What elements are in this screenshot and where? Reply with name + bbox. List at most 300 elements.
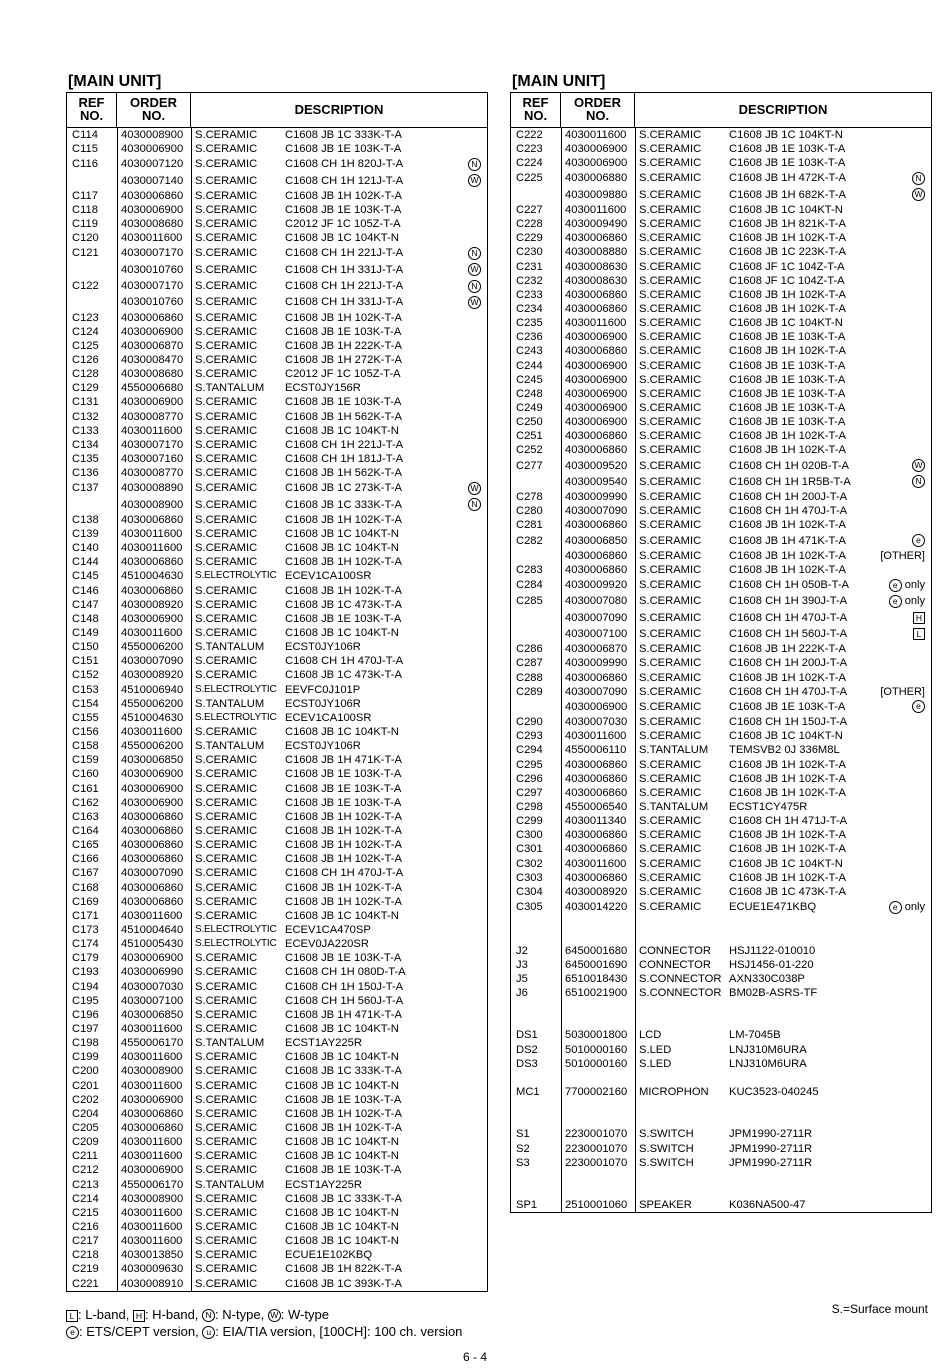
table-row (67, 262, 487, 278)
part-type: S.CERAMIC (195, 1277, 258, 1290)
ref-no: C122 (72, 280, 99, 293)
w-type-icon: W (912, 459, 925, 472)
part-type: S.CERAMIC (195, 1263, 258, 1276)
table-row (67, 1093, 487, 1107)
table-row (67, 739, 487, 753)
part-type: S.CERAMIC (639, 628, 702, 641)
version-note (417, 325, 487, 339)
ref-no: C146 (72, 584, 99, 597)
order-no: 4030006860 (565, 772, 628, 785)
part-type: S.CERAMIC (639, 519, 702, 532)
table-row (67, 1163, 487, 1177)
ref-no: C283 (516, 564, 543, 576)
table-row (67, 881, 487, 895)
part-number: C1608 JB 1C 104KT-N (285, 232, 399, 245)
order-no-header: ORDER NO. (561, 93, 635, 127)
ref-no: C161 (72, 782, 99, 795)
part-type: S.CERAMIC (639, 359, 702, 372)
order-no: 4510006940 (121, 683, 184, 696)
order-no: 4030011600 (565, 317, 627, 330)
w-type-icon: W (912, 188, 925, 201)
table-row (67, 725, 487, 739)
order-no: 4030008770 (121, 410, 184, 423)
part-type: S.CERAMIC (195, 263, 258, 276)
part-type: S.CERAMIC (639, 331, 702, 344)
part-type: S.CERAMIC (639, 172, 702, 185)
part-type: S.CERAMIC (639, 274, 702, 287)
table-row (511, 699, 931, 715)
ref-no: C198 (72, 1037, 99, 1050)
ref-no: C282 (516, 534, 543, 547)
row-spacer (511, 915, 931, 929)
w-type-symbol-icon: W (268, 1309, 281, 1322)
part-number: C1608 CH 1H 1R5B-T-A (729, 475, 851, 488)
ref-no: C135 (72, 453, 99, 466)
part-number: C1608 CH 1H 390J-T-A (729, 595, 848, 608)
ref-no: C117 (72, 189, 98, 202)
part-number: JPM1990-2711R (729, 1142, 813, 1155)
h-band-icon: H (913, 612, 925, 624)
table-row (67, 980, 487, 994)
part-type: S.CONNECTOR (639, 972, 722, 985)
part-type: S.CERAMIC (195, 247, 258, 260)
order-no: 4030006860 (121, 810, 184, 823)
part-type: S.LED (639, 1043, 672, 1056)
ref-no: C156 (72, 726, 99, 739)
part-number: C1608 JB 1H 471K-T-A (285, 754, 402, 767)
ref-no: C299 (516, 815, 543, 828)
version-note (417, 1036, 487, 1050)
part-type: S.CERAMIC (639, 430, 702, 443)
table-row (67, 1234, 487, 1248)
ref-no (67, 173, 117, 189)
version-note (861, 842, 931, 856)
part-number: C1608 JB 1C 273K-T-A (285, 482, 402, 495)
version-note: e only (861, 593, 931, 609)
version-note (861, 563, 931, 577)
part-number: C1608 JB 1E 103K-T-A (285, 796, 402, 809)
table-row (511, 1028, 931, 1042)
table-row (67, 640, 487, 654)
part-type: S.CERAMIC (195, 612, 258, 625)
version-note (417, 1093, 487, 1107)
part-type: S.CERAMIC (195, 768, 258, 781)
order-no: 4030006900 (121, 612, 184, 625)
order-no: 4030006860 (121, 311, 184, 324)
table-row (67, 311, 487, 325)
version-note (861, 610, 931, 626)
order-no: 7700002160 (565, 1086, 628, 1098)
ref-no: C169 (72, 895, 99, 908)
table-row (67, 895, 487, 909)
table-row (67, 569, 487, 583)
order-no: 4030006860 (565, 871, 628, 884)
order-no: 4030011600 (565, 129, 627, 141)
table-row (511, 429, 931, 443)
ref-no: C225 (516, 172, 543, 185)
part-type: S.CERAMIC (195, 325, 258, 338)
part-number: C1608 JB 1C 104KT-N (285, 726, 399, 739)
order-no: 4030006860 (565, 843, 628, 856)
part-number: C1608 JB 1H 102K-T-A (729, 303, 846, 315)
table-row (67, 156, 487, 172)
order-no: 4030006900 (121, 325, 184, 338)
part-type: S.CERAMIC (195, 129, 258, 141)
ref-no: C195 (72, 994, 99, 1007)
version-note (417, 965, 487, 979)
part-type: S.CERAMIC (195, 810, 258, 823)
version-note (861, 1142, 931, 1156)
version-note (417, 866, 487, 880)
part-type: S.CERAMIC (195, 909, 258, 922)
part-type: S.CERAMIC (195, 498, 258, 511)
table-row (511, 231, 931, 245)
part-type: S.CERAMIC (639, 549, 702, 562)
part-type: S.CERAMIC (639, 685, 702, 698)
ref-no: C211 (72, 1150, 98, 1163)
version-note (417, 1008, 487, 1022)
part-number: C1608 CH 1H 470J-T-A (285, 655, 404, 668)
table-row (67, 142, 487, 156)
w-type-icon: W (468, 263, 481, 276)
part-number: C1608 JB 1H 102K-T-A (729, 829, 846, 842)
order-no: 4030011600 (121, 424, 183, 437)
part-type: S.CERAMIC (639, 786, 702, 799)
version-note (861, 344, 931, 358)
part-type: S.CERAMIC (195, 895, 258, 908)
table-row (67, 626, 487, 640)
order-no: 4030006860 (121, 513, 184, 526)
part-type: S.CERAMIC (195, 296, 258, 309)
part-number: C1608 JB 1E 103K-T-A (285, 952, 402, 965)
part-number: C1608 JB 1E 103K-T-A (285, 782, 402, 795)
order-no: 4030011600 (121, 528, 183, 541)
table-row (67, 1135, 487, 1149)
part-number: C1608 JB 1C 104KT-N (729, 730, 843, 743)
version-note (861, 274, 931, 288)
part-number: C1608 JB 1H 102K-T-A (285, 895, 402, 908)
version-note (861, 656, 931, 670)
part-number: C1608 JB 1C 104KT-N (729, 317, 843, 330)
row-spacer (511, 929, 931, 943)
table-row (67, 598, 487, 612)
table-row (511, 972, 931, 986)
version-note (417, 1107, 487, 1121)
table-row (67, 231, 487, 245)
part-number: C1608 JB 1H 682K-T-A (729, 188, 846, 201)
table-row (67, 527, 487, 541)
order-no: 4030009990 (565, 657, 628, 670)
part-type: S.CERAMIC (195, 1235, 258, 1248)
ref-no (511, 626, 561, 642)
order-no: 2230001070 (565, 1142, 628, 1155)
ref-no: C174 (72, 938, 99, 951)
table-row (67, 1206, 487, 1220)
order-no: 4510004640 (121, 923, 184, 936)
version-note (861, 330, 931, 344)
ref-no: DS2 (516, 1043, 538, 1056)
table-row (511, 260, 931, 274)
part-number: ECEV0JA220SR (285, 938, 369, 951)
ref-no: C252 (516, 444, 543, 457)
part-number: C1608 JB 1H 102K-T-A (285, 311, 402, 324)
order-no: 4030006870 (565, 643, 628, 656)
version-note (417, 410, 487, 424)
order-no: 4030006850 (121, 754, 184, 767)
version-note (417, 838, 487, 852)
part-number: C1608 JB 1C 104KT-N (285, 1079, 399, 1092)
version-note (417, 584, 487, 598)
ref-no: C151 (72, 655, 99, 668)
table-row (67, 325, 487, 339)
ref-no: C154 (72, 697, 99, 710)
part-number: C1608 JB 1H 272K-T-A (285, 354, 402, 367)
version-note (417, 937, 487, 951)
version-note (861, 415, 931, 429)
table-row (67, 1008, 487, 1022)
h-band-symbol-icon: H (133, 1310, 145, 1322)
ref-no: C114 (72, 129, 98, 141)
ref-no: C128 (72, 368, 99, 381)
table-row (511, 958, 931, 972)
ref-no: C167 (72, 867, 99, 880)
ref-no: C166 (72, 853, 99, 866)
part-type: S.CERAMIC (639, 345, 702, 358)
ref-no: C277 (516, 459, 543, 472)
part-number: ECST0JY156R (285, 382, 361, 395)
table-row (67, 1248, 487, 1262)
order-no: 4030006860 (121, 881, 184, 894)
table-row (511, 1198, 931, 1212)
order-no: 4030009880 (565, 188, 628, 201)
part-number: C1608 JB 1H 102K-T-A (285, 853, 402, 866)
ref-no: C136 (72, 467, 99, 480)
order-no: 4030009990 (565, 491, 628, 504)
version-note (417, 189, 487, 203)
order-no: 4550006170 (121, 1037, 184, 1050)
order-no: 4030007030 (121, 980, 184, 993)
part-number: HSJ1456-01-220 (729, 958, 814, 971)
version-note (861, 260, 931, 274)
version-note (417, 1178, 487, 1192)
table-row (67, 612, 487, 626)
table-row (511, 288, 931, 302)
part-type: S.CERAMIC (195, 754, 258, 767)
part-number: C1608 JB 1E 103K-T-A (285, 204, 402, 217)
part-type: S.CERAMIC (639, 387, 702, 400)
version-note (861, 443, 931, 457)
part-type: S.CERAMIC (639, 157, 702, 170)
right-table-header (511, 93, 931, 128)
version-note: [OTHER] (880, 685, 925, 698)
order-no: 4510004630 (121, 711, 184, 724)
n-type-symbol-icon: N (202, 1309, 215, 1322)
part-type: S.CERAMIC (195, 1093, 258, 1106)
ref-no: C289 (516, 685, 543, 698)
part-type: S.CERAMIC (639, 716, 702, 729)
part-type: LCD (639, 1029, 662, 1042)
ref-no: C300 (516, 829, 543, 842)
table-row (67, 1277, 487, 1291)
table-row (511, 458, 931, 474)
version-note (861, 245, 931, 259)
version-note (417, 262, 487, 278)
ref-no: C144 (72, 556, 99, 569)
ref-no: C197 (72, 1022, 99, 1035)
table-row (67, 654, 487, 668)
table-row (511, 656, 931, 670)
order-no: 4030013850 (121, 1249, 184, 1262)
version-note (417, 353, 487, 367)
table-row (511, 330, 931, 344)
version-note (861, 156, 931, 170)
version-note (417, 541, 487, 555)
table-row (67, 217, 487, 231)
ref-no: C286 (516, 643, 543, 656)
part-type: S.CERAMIC (639, 303, 702, 315)
table-row (67, 1107, 487, 1121)
part-type: S.CERAMIC (195, 1051, 258, 1064)
table-row (67, 1149, 487, 1163)
ref-no: C125 (72, 339, 99, 352)
table-row (67, 697, 487, 711)
order-no: 4030006900 (121, 396, 184, 409)
part-number: C1608 JB 1H 102K-T-A (729, 772, 846, 785)
version-note (417, 1079, 487, 1093)
order-no: 4030006900 (121, 1164, 184, 1177)
table-row (67, 294, 487, 310)
table-row (511, 772, 931, 786)
table-row (511, 274, 931, 288)
version-note (417, 767, 487, 781)
version-note (417, 527, 487, 541)
table-row (67, 824, 487, 838)
version-note (861, 871, 931, 885)
part-type: S.CERAMIC (195, 952, 258, 965)
ref-no: C209 (72, 1136, 99, 1149)
version-note (417, 994, 487, 1008)
order-no: 4030008920 (121, 598, 184, 611)
order-no: 4030006900 (565, 157, 628, 170)
order-no: 4030007080 (565, 595, 628, 608)
order-no: 4030011600 (121, 232, 183, 245)
order-no: 6450001690 (565, 958, 628, 971)
ref-no: C223 (516, 143, 543, 156)
w-type-icon: W (468, 296, 481, 309)
ref-no-header: REF NO. (511, 93, 561, 127)
ref-no: C248 (516, 387, 543, 400)
ref-no: C148 (72, 612, 99, 625)
order-no: 4030007170 (121, 247, 184, 260)
table-row (67, 1121, 487, 1135)
order-no: 6510021900 (565, 987, 628, 1000)
version-note (417, 640, 487, 654)
order-no: 4030006850 (565, 534, 628, 547)
version-note (417, 668, 487, 682)
part-type: S.CERAMIC (195, 1107, 258, 1120)
right-table-body (511, 128, 931, 1212)
table-row (511, 786, 931, 800)
part-type: S.CERAMIC (639, 143, 702, 156)
part-number: BM02B-ASRS-TF (729, 987, 818, 1000)
left-unit-title: [MAIN UNIT] (68, 73, 162, 90)
version-note (417, 231, 487, 245)
ref-no: C201 (72, 1079, 99, 1092)
table-row (511, 885, 931, 899)
part-type: S.CERAMIC (195, 513, 258, 526)
part-type: S.CERAMIC (639, 564, 702, 576)
version-note (861, 786, 931, 800)
legend-footnotes (66, 1306, 462, 1340)
part-type: S.CERAMIC (195, 1220, 258, 1233)
ref-no: C284 (516, 579, 543, 592)
ref-no (511, 549, 561, 563)
order-no: 5010000160 (565, 1057, 628, 1070)
ref-no: C250 (516, 416, 543, 429)
version-note (417, 711, 487, 725)
ref-no: C155 (72, 711, 99, 724)
part-number: LNJ310M6URA (729, 1043, 807, 1056)
order-no: 4030007100 (121, 994, 184, 1007)
ref-no: C213 (72, 1178, 99, 1191)
part-number: C1608 JB 1C 473K-T-A (729, 885, 846, 898)
part-type: S.CERAMIC (195, 726, 258, 739)
table-row (511, 217, 931, 231)
ref-no: C294 (516, 744, 543, 757)
version-note (417, 810, 487, 824)
table-row (511, 387, 931, 401)
version-note: e only (861, 577, 931, 593)
version-note (417, 598, 487, 612)
table-row (67, 1220, 487, 1234)
order-no: 4030008900 (121, 129, 184, 141)
part-number: C1608 CH 1H 050B-T-A (729, 579, 850, 592)
table-row (511, 800, 931, 814)
table-row (67, 410, 487, 424)
version-note: [OTHER] (880, 549, 925, 562)
version-note (861, 217, 931, 231)
part-type: S.CERAMIC (639, 885, 702, 898)
ref-no: C245 (516, 373, 543, 386)
ref-no: C296 (516, 772, 543, 785)
version-note (861, 429, 931, 443)
ref-no: C278 (516, 491, 543, 504)
order-no: 4030008470 (121, 354, 184, 367)
table-row (67, 810, 487, 824)
part-number: C1608 CH 1H 331J-T-A (285, 296, 404, 309)
part-type: S.TANTALUM (195, 1178, 265, 1191)
version-note (861, 1156, 931, 1170)
part-type: SPEAKER (639, 1199, 692, 1212)
ref-no: C212 (72, 1164, 99, 1177)
part-type: S.CERAMIC (639, 700, 702, 713)
version-note (417, 824, 487, 838)
table-row (67, 452, 487, 466)
table-row (511, 743, 931, 757)
ref-no: SP1 (516, 1199, 538, 1212)
part-number: ECST1CY475R (729, 801, 808, 814)
part-type: S.CERAMIC (195, 204, 258, 217)
part-type: CONNECTOR (639, 944, 711, 957)
ref-no: C138 (72, 513, 99, 526)
order-no: 4030011600 (121, 627, 183, 640)
part-number: C1608 JB 1C 104KT-N (729, 204, 843, 217)
left-table-body (67, 128, 487, 1291)
order-no: 4030008920 (565, 885, 628, 898)
version-note (417, 142, 487, 156)
table-row (67, 711, 487, 725)
part-type: S.CERAMIC (639, 758, 702, 771)
